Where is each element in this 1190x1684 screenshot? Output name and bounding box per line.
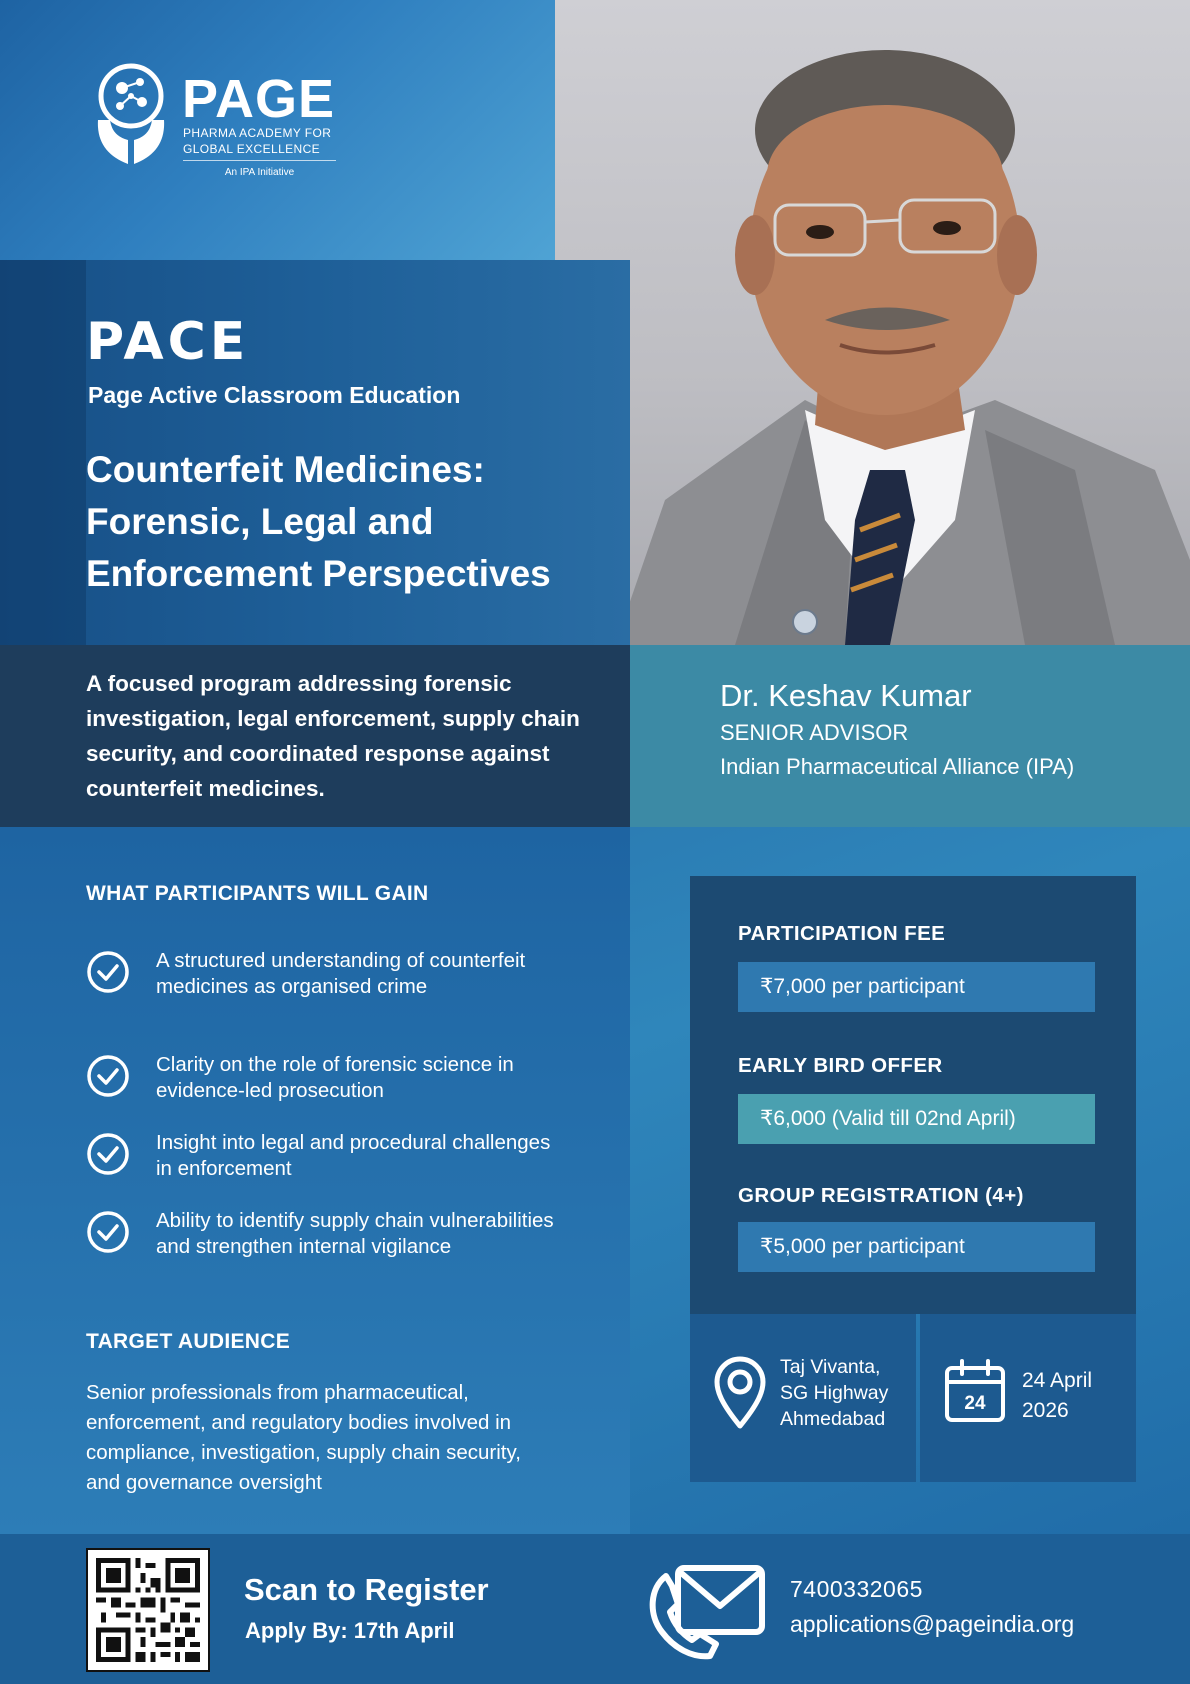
brand-subtitle-line2: GLOBAL EXCELLENCE: [183, 142, 321, 156]
venue-text: [780, 1354, 888, 1432]
brand-name: PAGE: [182, 69, 336, 129]
check-circle-icon: [86, 950, 130, 994]
check-circle-icon: [86, 1132, 130, 1176]
contact-email[interactable]: applications@pageindia.org: [790, 1611, 1075, 1637]
event-date-line2: 2026: [1022, 1399, 1069, 1422]
speaker-name: Dr. Keshav Kumar: [720, 678, 972, 713]
speaker-organization: Indian Pharmaceutical Alliance (IPA): [720, 754, 1075, 779]
participation-fee-label: PARTICIPATION FEE: [738, 922, 946, 945]
brand-initiative: An IPA Initiative: [224, 167, 295, 178]
venue-line1: Taj Vivanta,: [780, 1356, 881, 1378]
speaker-photo: [555, 0, 1190, 645]
early-bird-label: EARLY BIRD OFFER: [738, 1054, 943, 1077]
location-pin-icon: [712, 1356, 768, 1430]
program-description: A focused program addressing forensic investigation, legal enforcement, supply chain security, and coordinated response against counterfeit medicines.: [86, 671, 580, 801]
phone-mail-icon: [644, 1562, 768, 1662]
brand-divider: [183, 160, 336, 161]
gain-text: Ability to identify supply chain vulnerabilities and strengthen internal vigilance: [156, 1209, 554, 1258]
contact-phone[interactable]: 7400332065: [790, 1576, 923, 1602]
brand-subtitle-line1: PHARMA ACADEMY FOR: [183, 126, 332, 140]
hero-accent-strip: [0, 260, 86, 645]
venue-line3: Ahmedabad: [780, 1408, 886, 1430]
audience-heading: TARGET AUDIENCE: [86, 1330, 290, 1353]
scan-to-register-label: Scan to Register: [244, 1572, 489, 1607]
qr-code-icon: [96, 1558, 200, 1662]
check-circle-icon: [86, 1054, 130, 1098]
group-registration-label: GROUP REGISTRATION (4+): [738, 1184, 1024, 1207]
audience-text: Senior professionals from pharmaceutical, enforcement, and regulatory bodies involved in compliance, investigation, supply chain security, and governance oversight: [86, 1381, 521, 1494]
registration-qr-code[interactable]: [86, 1548, 210, 1672]
event-date: [1022, 1366, 1092, 1426]
venue-line2: SG Highway: [780, 1382, 889, 1404]
pace-logo: PACE: [86, 312, 250, 372]
gain-text: A structured understanding of counterfeit medicines as organised crime: [156, 949, 526, 998]
calendar-day: 24: [964, 1393, 986, 1414]
program-title: Counterfeit Medicines: Forensic, Legal and Enforcement Perspectives: [86, 449, 551, 594]
event-date-line1: 24 April: [1022, 1369, 1093, 1392]
speaker-band: [630, 645, 1190, 827]
gains-heading: WHAT PARTICIPANTS WILL GAIN: [86, 882, 429, 905]
group-registration-value: ₹5,000 per participant: [738, 1222, 1095, 1272]
early-bird-value: ₹6,000 (Valid till 02nd April): [738, 1094, 1095, 1144]
fee-card: [690, 876, 1136, 1314]
gain-text: Insight into legal and procedural challenges in enforcement: [156, 1131, 551, 1180]
check-circle-icon: [86, 1210, 130, 1254]
speaker-portrait-illustration: [555, 0, 1190, 645]
page-logo-icon: [92, 60, 170, 168]
pace-subtitle: Page Active Classroom Education: [88, 382, 461, 408]
participation-fee-value: ₹7,000 per participant: [738, 962, 1095, 1012]
gain-text: Clarity on the role of forensic science in evidence-led prosecution: [156, 1053, 514, 1102]
speaker-role: SENIOR ADVISOR: [720, 720, 909, 745]
apply-by-deadline: Apply By: 17th April: [245, 1618, 455, 1643]
